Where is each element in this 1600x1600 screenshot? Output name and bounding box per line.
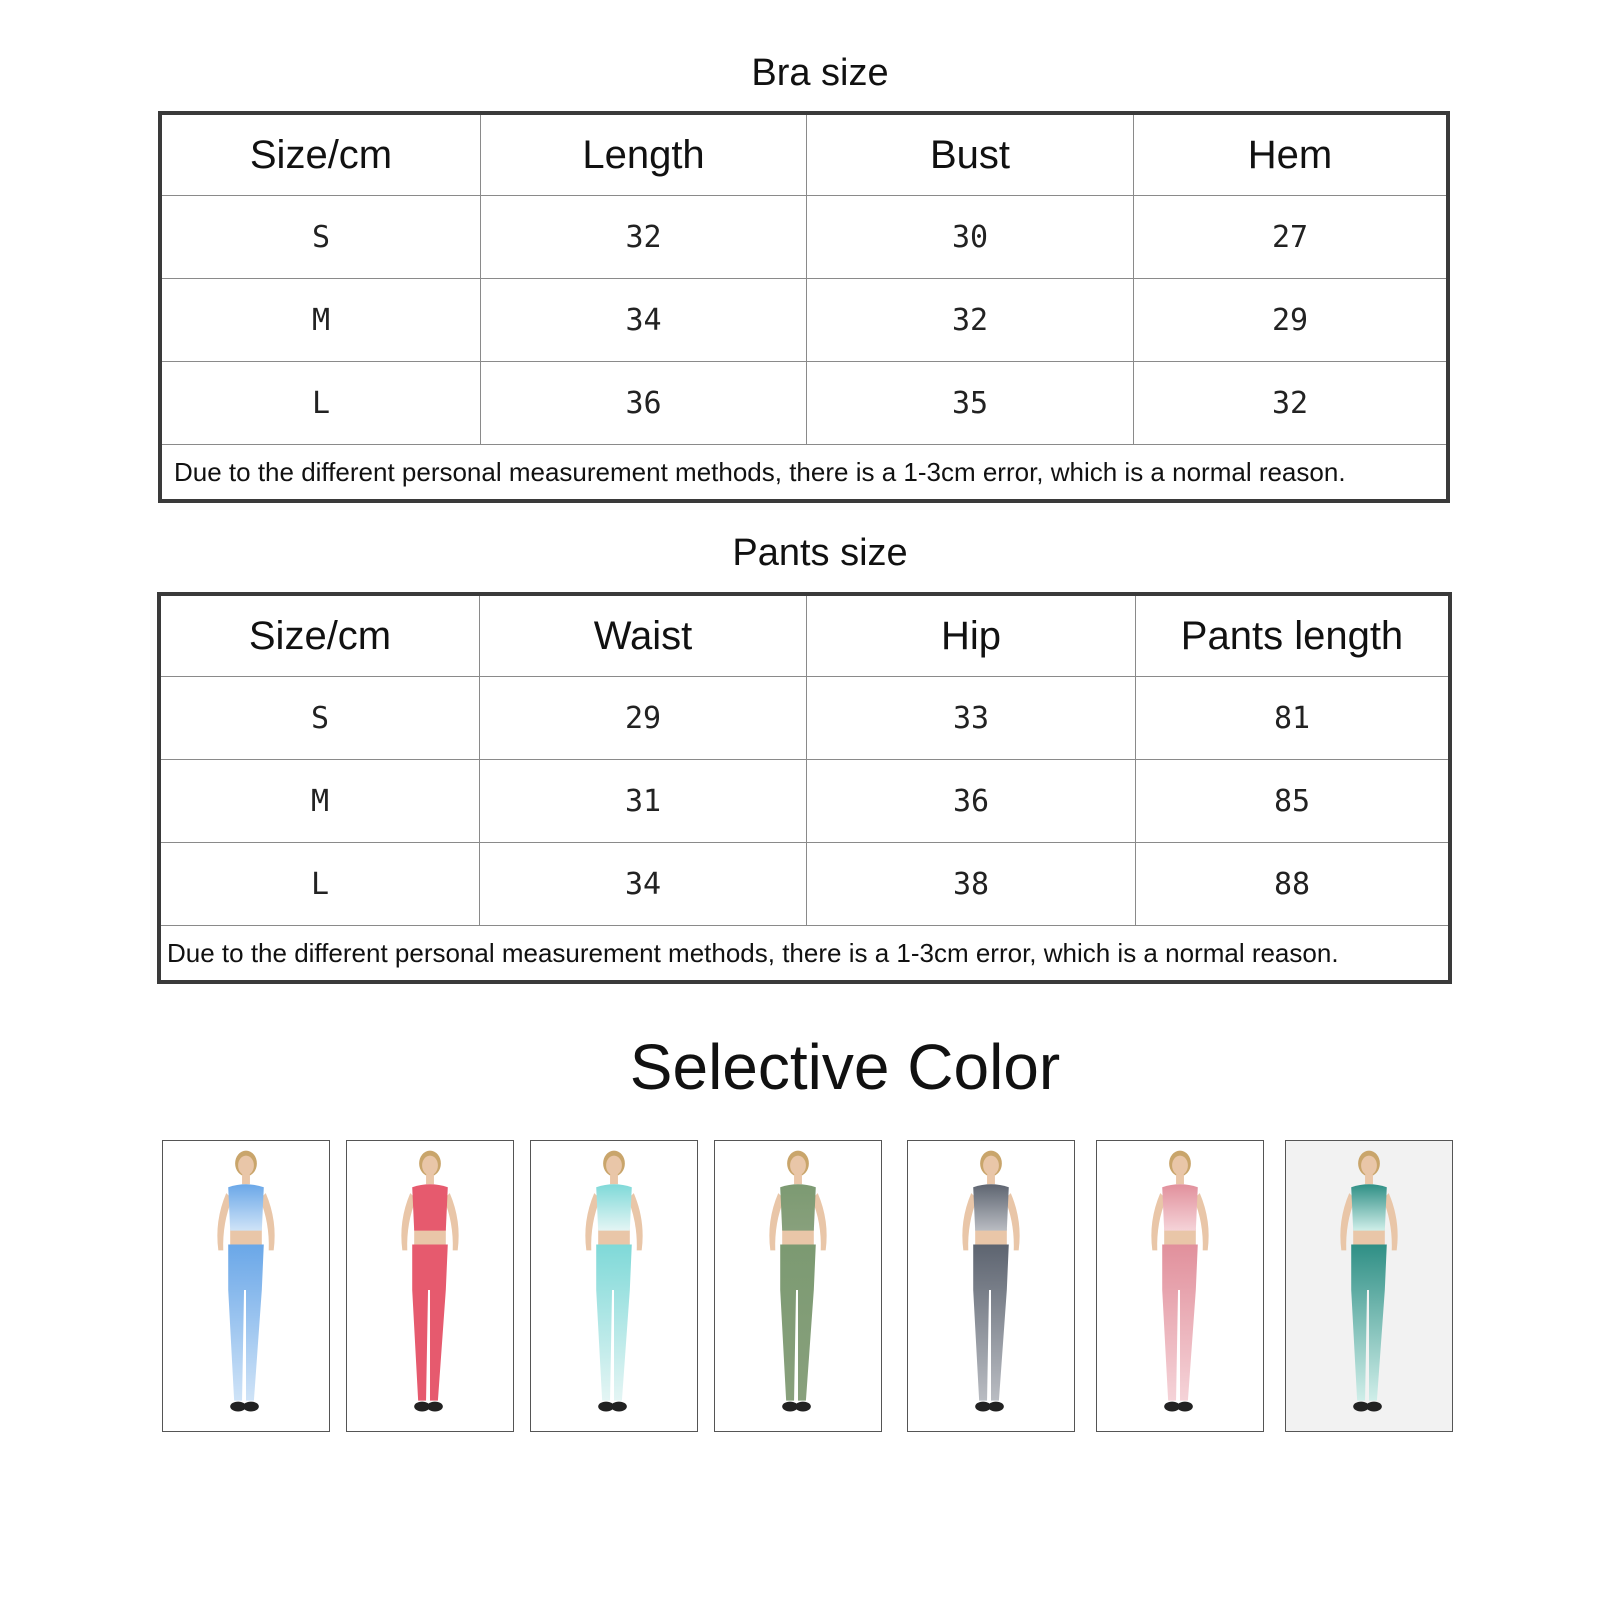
measurement-note: Due to the different personal measurement methods, there is a 1-3cm error, which is a normal reason.: [159, 926, 1450, 983]
value-cell: 32: [1134, 362, 1449, 445]
size-cell: S: [160, 196, 481, 279]
value-cell: 29: [480, 677, 807, 760]
value-cell: 34: [481, 279, 807, 362]
table-header-row: [159, 594, 1450, 677]
model-figure: [531, 1141, 697, 1431]
size-cell: S: [159, 677, 480, 760]
table-row: [159, 843, 1450, 926]
bra-size-title: Bra size: [751, 52, 889, 94]
bra-size-table: [158, 111, 1450, 503]
column-header: Bust: [807, 113, 1134, 196]
size-cell: M: [159, 760, 480, 843]
value-cell: 34: [480, 843, 807, 926]
color-option[interactable]: [530, 1140, 698, 1432]
note-row: [160, 445, 1448, 502]
column-header: Length: [481, 113, 807, 196]
column-header: Size/cm: [159, 594, 480, 677]
table-row: [160, 362, 1448, 445]
selective-color-title: Selective Color: [629, 1031, 1061, 1103]
column-header: Hem: [1134, 113, 1449, 196]
table-row: [160, 279, 1448, 362]
value-cell: 32: [481, 196, 807, 279]
value-cell: 30: [807, 196, 1134, 279]
value-cell: 81: [1136, 677, 1451, 760]
model-figure: [1097, 1141, 1263, 1431]
value-cell: 36: [481, 362, 807, 445]
model-figure: [347, 1141, 513, 1431]
value-cell: 35: [807, 362, 1134, 445]
model-figure: [908, 1141, 1074, 1431]
value-cell: 38: [807, 843, 1136, 926]
pants-size-table: [157, 592, 1452, 984]
value-cell: 31: [480, 760, 807, 843]
color-option[interactable]: [1285, 1140, 1453, 1432]
color-swatch-row: [162, 1140, 1462, 1435]
value-cell: 33: [807, 677, 1136, 760]
color-option[interactable]: [162, 1140, 330, 1432]
column-header: Hip: [807, 594, 1136, 677]
model-figure: [1286, 1141, 1452, 1431]
color-option[interactable]: [907, 1140, 1075, 1432]
value-cell: 88: [1136, 843, 1451, 926]
table-row: [159, 677, 1450, 760]
table-row: [160, 196, 1448, 279]
value-cell: 27: [1134, 196, 1449, 279]
color-option[interactable]: [1096, 1140, 1264, 1432]
column-header: Pants length: [1136, 594, 1451, 677]
color-option[interactable]: [346, 1140, 514, 1432]
value-cell: 36: [807, 760, 1136, 843]
size-cell: L: [159, 843, 480, 926]
measurement-note: Due to the different personal measurement methods, there is a 1-3cm error, which is a normal reason.: [160, 445, 1448, 502]
size-cell: L: [160, 362, 481, 445]
table-header-row: [160, 113, 1448, 196]
table-row: [159, 760, 1450, 843]
value-cell: 32: [807, 279, 1134, 362]
model-figure: [715, 1141, 881, 1431]
column-header: Waist: [480, 594, 807, 677]
column-header: Size/cm: [160, 113, 481, 196]
size-cell: M: [160, 279, 481, 362]
value-cell: 85: [1136, 760, 1451, 843]
color-option[interactable]: [714, 1140, 882, 1432]
pants-size-title: Pants size: [732, 532, 908, 574]
note-row: [159, 926, 1450, 983]
value-cell: 29: [1134, 279, 1449, 362]
model-figure: [163, 1141, 329, 1431]
